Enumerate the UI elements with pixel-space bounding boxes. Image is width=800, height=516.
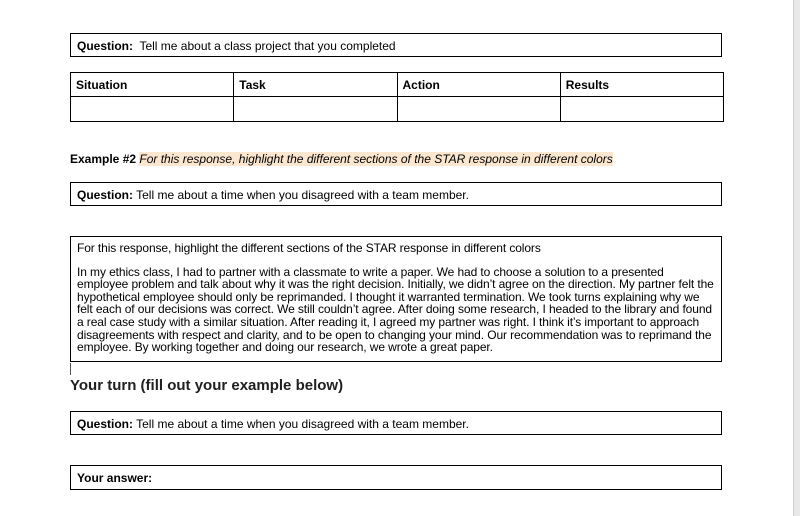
question-label: Question: [77,39,133,53]
question-text: Tell me about a time when you disagreed with a team member. [136,188,469,202]
question-text: Tell me about a class project that you completed [139,39,396,53]
cell-results[interactable] [560,97,723,122]
star-table [70,72,724,122]
question-label: Question: [77,188,133,202]
question-text: Tell me about a time when you disagreed with a team member. [136,417,469,431]
response-body: In my ethics class, I had to partner with a classmate to write a paper. We had to choose a solution to a presented employee problem and talk about why it was the right decision. Initially, we didn’t agree on the direction. My partner felt the hypothetical employee should only be reprimanded. I thought it warranted termination. We took turns explaining why we felt each of our decisions was correct. We still couldn’t agree. After doing some research, I headed to the library and found a real case study with a similar situation. After reading it, I agreed my partner was right. I think it’s important to approach disagreements with respect and clarity, and to be open to changing your mind. Our recommendation was to reprimand the employee. By working together and doing our research, we wrote a great paper. [77,264,714,355]
response-intro: For this response, highlight the different sections of the STAR response in different colors [77,241,541,255]
answer-box[interactable] [70,465,722,490]
header-action: Action [397,73,560,97]
header-task: Task [234,73,397,97]
your-turn-heading: Your turn (fill out your example below) [70,377,344,394]
header-situation: Situation [71,73,234,97]
text-cursor [70,363,71,375]
response-box[interactable] [70,236,722,362]
question-box-3 [70,411,722,435]
header-results: Results [560,73,723,97]
cell-situation[interactable] [71,97,234,122]
example-heading [70,152,613,166]
cell-action[interactable] [397,97,560,122]
example-label: Example #2 [70,152,137,166]
cell-task[interactable] [234,97,397,122]
example-instruction: For this response, highlight the different sections of the STAR response in different colors [139,152,613,166]
answer-label: Your answer: [77,471,153,485]
question-box-1 [70,33,722,57]
question-label: Question: [77,417,133,431]
question-box-2 [70,182,722,206]
scrollbar[interactable] [793,0,800,516]
